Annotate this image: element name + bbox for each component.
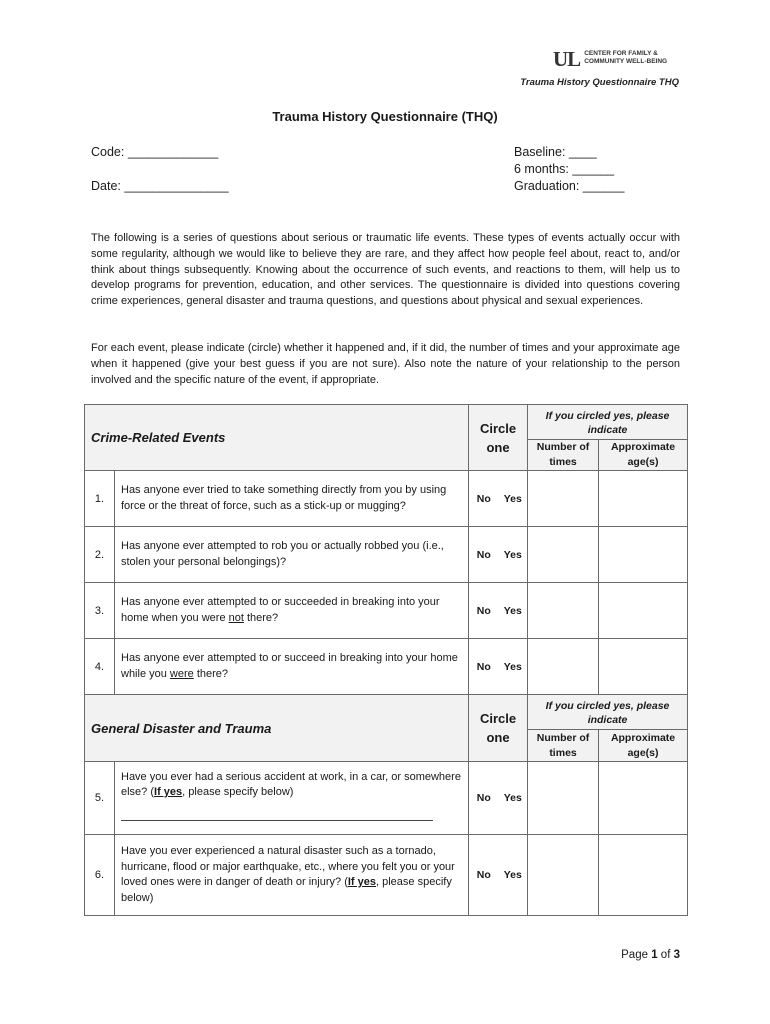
approximate-age-input[interactable] [599,527,688,583]
approximate-age-input[interactable] [599,639,688,695]
question-number: 5. [85,762,115,835]
date-field[interactable]: Date: _______________ [91,179,229,193]
question-number: 1. [85,471,115,527]
question-text: Has anyone ever attempted to or succeeded in breaking into your home when you were not there? [115,583,469,639]
yes-option[interactable]: Yes [499,527,528,583]
organization-logo [553,47,668,71]
instructions-paragraph: For each event, please indicate (circle) whether it happened and, if it did, the number of times and your approximate age when it happened (give your best guess if you are not sure). Also note the nature of your relationship to the person involved and the specific nature of the event, if appropriate. [91,342,680,386]
question-number: 6. [85,835,115,916]
question-row [85,527,688,583]
emphasis: If yes [347,876,376,888]
question-row [85,583,688,639]
no-option[interactable]: No [469,639,499,695]
section-header-crime [85,405,688,440]
no-option[interactable]: No [469,471,499,527]
number-of-times-input[interactable] [528,639,599,695]
question-number: 2. [85,527,115,583]
approximate-age-input[interactable] [599,471,688,527]
no-option[interactable]: No [469,835,499,916]
specify-line[interactable] [121,808,433,821]
running-header: Trauma History Questionnaire THQ [520,77,679,88]
section-title: General Disaster and Trauma [85,695,469,762]
yes-option[interactable]: Yes [499,762,528,835]
baseline-field[interactable]: Baseline: ____ [514,145,597,159]
number-of-times-header: Number of times [528,440,599,471]
no-option[interactable]: No [469,762,499,835]
circle-one-header: Circle one [469,695,528,762]
approximate-age-input[interactable] [599,762,688,835]
yes-option[interactable]: Yes [499,471,528,527]
emphasis: not [228,611,244,624]
page-number: Page 1 of 3 [621,949,680,961]
number-of-times-input[interactable] [528,471,599,527]
logo-mark: UL [553,47,581,71]
question-number: 3. [85,583,115,639]
graduation-field[interactable]: Graduation: ______ [514,179,625,193]
emphasis: were [169,667,194,680]
logo-text: CENTER FOR FAMILY & COMMUNITY WELL-BEING [584,50,668,65]
number-of-times-input[interactable] [528,583,599,639]
section-title: Crime-Related Events [85,405,469,471]
question-text: Has anyone ever tried to take something directly from you by using force or the threat of force, such as a stick-up or mugging? [115,471,469,527]
questionnaire-table [84,404,688,916]
question-row [85,471,688,527]
question-row [85,639,688,695]
section-header-disaster [85,695,688,730]
question-text: Have you ever had a serious accident at work, in a car, or somewhere else? (If yes, please specify below) [115,762,469,835]
circle-one-header: Circle one [469,405,528,471]
number-of-times-input[interactable] [528,835,599,916]
question-text: Has anyone ever attempted to or succeed in breaking into your home while you were there? [115,639,469,695]
no-option[interactable]: No [469,527,499,583]
approximate-age-input[interactable] [599,583,688,639]
no-option[interactable]: No [469,583,499,639]
six-months-field[interactable]: 6 months: ______ [514,162,615,176]
question-row [85,835,688,916]
approximate-age-header: Approximate age(s) [599,440,688,471]
yes-option[interactable]: Yes [499,583,528,639]
if-yes-header: If you circled yes, please indicate [528,695,688,730]
document-title: Trauma History Questionnaire (THQ) [272,109,498,124]
question-text: Has anyone ever attempted to rob you or actually robbed you (i.e., stolen your personal belongings)? [115,527,469,583]
number-of-times-input[interactable] [528,762,599,835]
question-number: 4. [85,639,115,695]
approximate-age-input[interactable] [599,835,688,916]
code-field[interactable]: Code: _____________ [91,145,219,159]
number-of-times-header: Number of times [528,730,599,762]
yes-option[interactable]: Yes [499,639,528,695]
approximate-age-header: Approximate age(s) [599,730,688,762]
question-text: Have you ever experienced a natural disaster such as a tornado, hurricane, flood or major earthquake, etc., where you felt you or your loved ones were in danger of death or injury? (If yes, please specify below) [115,835,469,916]
question-row [85,762,688,835]
intro-paragraph: The following is a series of questions about serious or traumatic life events. These types of events actually occur with some regularity, although we would like to believe they are rare, and they affect how people feel about, react to, and/or think about things subsequently. Knowing about the occurrence of such events, and reactions to them, will help us to develop programs for prevention, education, and other services. The questionnaire is divided into questions covering crime experiences, general disaster and trauma questions, and questions about physical and sexual experiences. [91,232,680,308]
emphasis: If yes [154,786,183,799]
if-yes-header: If you circled yes, please indicate [528,405,688,440]
yes-option[interactable]: Yes [499,835,528,916]
number-of-times-input[interactable] [528,527,599,583]
